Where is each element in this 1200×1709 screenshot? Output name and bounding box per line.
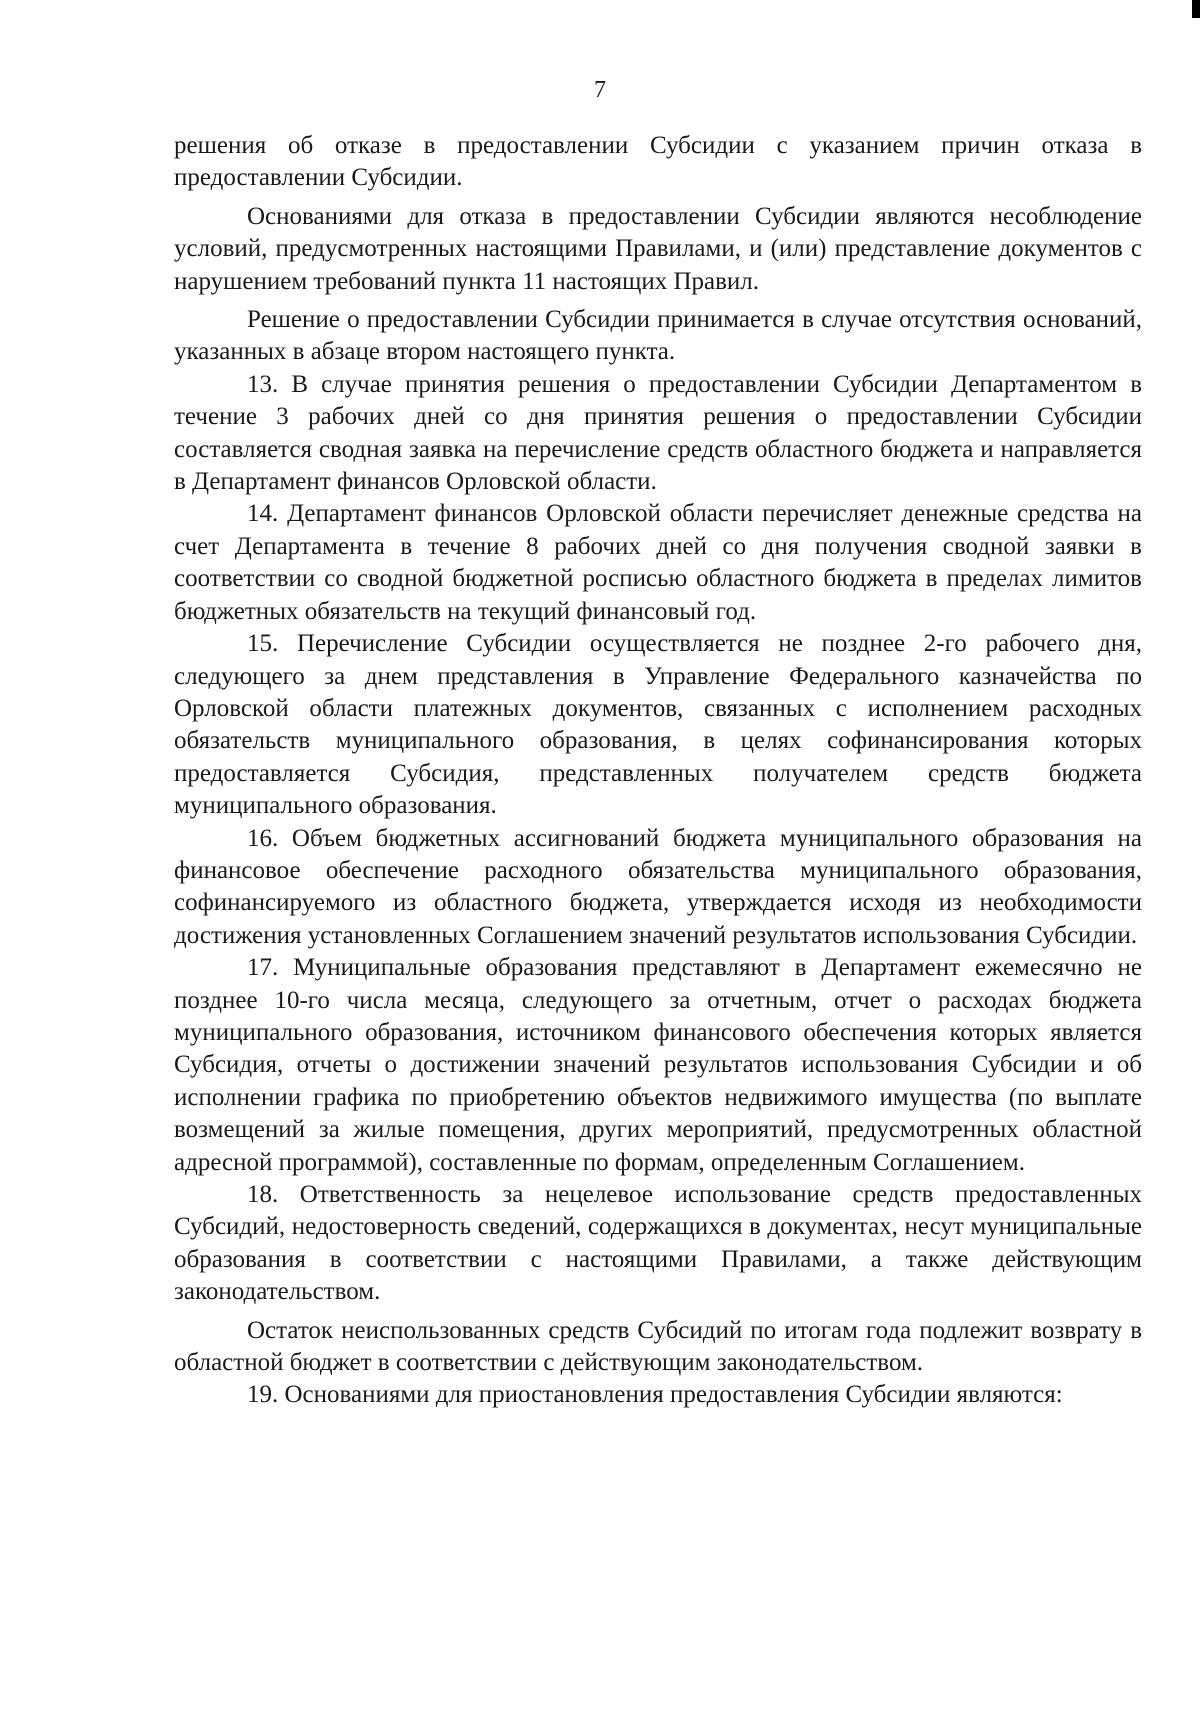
paragraph-clause-19: 19. Основаниями для приостановления предоставления Субсидии являются: [247,1381,1063,1409]
paragraph-clause-18: 18. Ответственность за нецелевое использование средств предоставленных Субсидий, недостоверность сведений, содержащихся в документах, несут муниципальные образования в соответствии с настоящими Правилами, а также действующим законодательством. [174,1181,1142,1306]
paragraph-clause-14: 14. Департамент финансов Орловской области перечисляет денежные средства на счет Департамента в течение 8 рабочих дней со дня получения сводной заявки в соответствии со сводной бюджетной росписью областного бюджета в пределах лимитов бюджетных обязательств на текущий финансовый год. [174,500,1142,625]
document-body [174,130,1142,1412]
paragraph-clause-15: 15. Перечисление Субсидии осуществляется не позднее 2-го рабочего дня, следующего за днем представления в Управление Федерального казначейства по Орловской области платежных документов, связанных с исполнением расходных обязательств муниципального образования, в целях софинансирования которых предоставляется Субсидия, представленных получателем средств бюджета муниципального образования. [174,630,1142,820]
paragraph-grant-decision: Решение о предоставлении Субсидии принимается в случае отсутствия оснований, указанных в абзаце втором настоящего пункта. [174,306,1142,366]
paragraph-continuation: решения об отказе в предоставлении Субсидии с указанием причин отказа в предоставлении Субсидии. [174,132,1142,192]
paragraph-clause-13: 13. В случае принятия решения о предоставлении Субсидии Департаментом в течение 3 рабочих дней со дня принятия решения о предоставлении Субсидии составляется сводная заявка на перечисление средств областного бюджета и направляется в Департамент финансов Орловской области. [174,370,1142,496]
paragraph-clause-16: 16. Объем бюджетных ассигнований бюджета муниципального образования на финансовое обеспечение расходного обязательства муниципального образования, софинансируемого из областного бюджета, утверждается исходя из необходимости достижения установленных Соглашением значений результатов использования Субсидии. [174,824,1142,949]
paragraph-clause-17: 17. Муниципальные образования представляют в Департамент ежемесячно не позднее 10-го числа месяца, следующего за отчетным, отчет о расходах бюджета муниципального образования, источником финансового обеспечения которых является Субсидия, отчеты о достижении значений результатов использования Субсидии и об исполнении графика по приобретению объектов недвижимого имущества (по выплате возмещений за жилые помещения, других мероприятий, предусмотренных областной адресной программой), составленные по формам, определенным Соглашением. [174,954,1142,1176]
paragraph-refusal-grounds: Основаниями для отказа в предоставлении Субсидии являются несоблюдение условий, предусмотренных настоящими Правилами, и (или) представление документов с нарушением требований пункта 11 настоящих Правил. [174,202,1142,295]
page-number: 7 [594,77,606,103]
scan-corner-mark [1192,0,1200,18]
paragraph-unused-funds: Остаток неиспользованных средств Субсидий по итогам года подлежит возврату в областной бюджет в соответствии с действующим законодательством. [174,1316,1142,1377]
